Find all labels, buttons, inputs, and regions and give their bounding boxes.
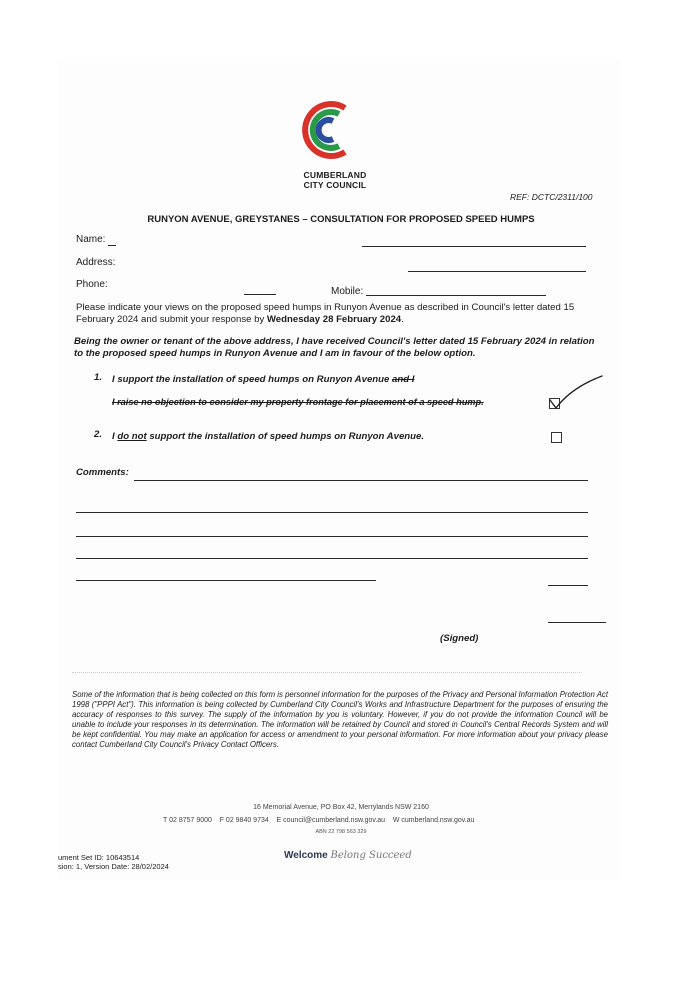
comments-line-3[interactable] [76,536,588,537]
intro-paragraph [76,302,606,326]
option-1-text [112,374,414,386]
comments-line-2[interactable] [76,512,588,513]
option-1-struck-line: I raise no objection to consider my property frontage for placement of a speed hump. [112,397,484,407]
phone-field[interactable] [244,294,276,295]
footer-abn: ABN 22 798 563 329 [315,829,367,835]
comments-label: Comments: [76,467,129,478]
footer-web: W cumberland.nsw.gov.au [392,817,475,824]
address-label: Address: [76,257,116,268]
council-name [290,170,380,190]
comments-line-1[interactable] [134,480,588,481]
signature-line[interactable] [548,622,606,623]
footer-address: 16 Memorial Avenue, PO Box 42, Merrylands NSW 2160 [253,804,429,811]
privacy-statement: Some of the information that is being collected on this form is personnel information for the purposes of the Privacy and Personal Information Protection Act 1998 ("PPPI Act"). This information is being collected by Cumberland City Council's Works and Infrastructure Department for the purposes of ensuring the accuracy of responses to this survey. The supply of the information by you is voluntary. However, if you do not provide the information Council will be unable to include your responses in its determination. The information will be retained by Council and stored in Council's Central Records System and will be kept confidential. You may make an application for access or amendment to your personal information. For more information about your privacy please contact Cumberland City Council's Privacy Contact Officers. [72,690,608,749]
mobile-field[interactable] [366,295,546,296]
phone-label: Phone: [76,279,108,290]
intro-text: Please indicate your views on the proposed speed humps in Runyon Avenue as described in Council's letter dated 15 February 2024 and submit your response by [76,302,575,325]
option-2-text [112,431,424,443]
option-1-number: 1. [94,372,103,383]
reference-number: REF: DCTC/2311/100 [510,192,593,202]
name-field[interactable] [362,246,586,247]
comments-line-5[interactable] [76,580,376,581]
option-2-checkbox[interactable] [551,432,562,443]
slogan-bold: Welcome [284,850,328,861]
slogan-script: Belong Succeed [330,850,412,861]
footer-phone: T 02 8757 9000 [163,817,212,824]
scan-artifact-line [72,672,582,673]
council-name-line2: CITY COUNCIL [303,180,367,190]
mobile-label: Mobile: [331,286,364,297]
footer-fax: F 02 9840 9734 [219,817,269,824]
comments-line-4[interactable] [76,558,588,559]
council-name-line1: CUMBERLAND [303,170,367,180]
option-2-post: support the installation of speed humps on Runyon Avenue. [146,431,424,442]
address-field[interactable] [408,271,586,272]
name-label: Name: [76,234,106,245]
footer-contacts [163,817,474,824]
option-1-label: I support the installation of speed humps on Runyon Avenue [112,374,390,385]
slogan [284,850,412,861]
intro-deadline: Wednesday 28 February 2024 [266,314,402,325]
comments-line-5-end [548,585,588,586]
document-version: sion: 1, Version Date: 28/02/2024 [58,862,169,871]
declaration-text: Being the owner or tenant of the above address, I have received Council's letter dated 15 February 2024 in relation to the proposed speed humps in Runyon Avenue and I am in favour of the below option. [74,336,595,359]
form-title: RUNYON AVENUE, GREYSTANES – CONSULTATION FOR PROPOSED SPEED HUMPS [147,214,535,225]
signed-label: (Signed) [440,633,479,644]
option-2-number: 2. [94,429,103,440]
council-logo-icon [293,94,353,166]
handwritten-tick-icon [546,374,606,414]
option-1-struck-suffix: and I [392,374,415,385]
intro-period: . [401,314,404,325]
document-set-id: ument Set ID: 10643514 [58,853,140,862]
document-meta [58,853,169,871]
option-2-pre: I [112,431,118,442]
footer-email: E council@cumberland.nsw.gov.au [276,817,386,824]
name-line-start [108,245,116,246]
option-2-underlined: do not [117,431,147,442]
